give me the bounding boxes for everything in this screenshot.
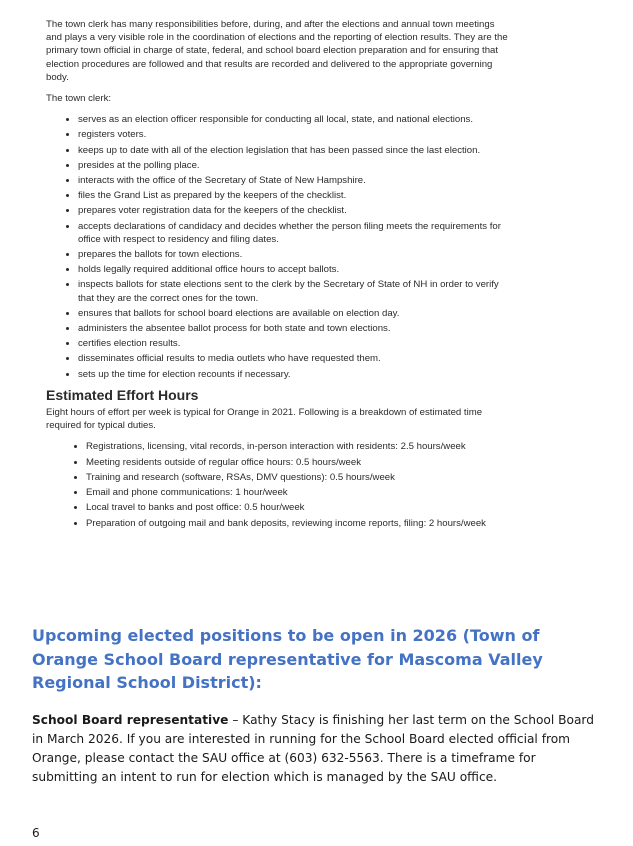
page-number: 6 <box>32 826 40 840</box>
school-board-paragraph <box>32 711 602 787</box>
list-item: • prepares voter registration data for the keepers of the checklist. <box>78 204 510 217</box>
effort-heading: Estimated Effort Hours <box>46 386 199 403</box>
school-board-body: – Kathy Stacy is finishing her last term on the School Board in March 2026. If you are interested in running for the School Board elected official from Orange, please contact the SAU office at (603) 632-5563. There is a timeframe for submitting an intent to run for election which is managed by the SAU office. <box>32 712 594 784</box>
list-item: • Meeting residents outside of regular office hours: 0.5 hours/week <box>86 456 510 469</box>
list-item: • interacts with the office of the Secretary of State of New Hampshire. <box>78 174 510 187</box>
clerk-duties-list <box>40 113 510 381</box>
list-item: • Local travel to banks and post office: 0.5 hour/week <box>86 501 510 514</box>
upcoming-positions-section <box>32 624 602 787</box>
list-item: • disseminates official results to media outlets who have requested them. <box>78 352 510 365</box>
list-item: • registers voters. <box>78 128 510 141</box>
effort-intro-paragraph: Eight hours of effort per week is typical for Orange in 2021. Following is a breakdown of estimated time required for typical duties. <box>46 407 483 432</box>
list-item: • serves as an election officer responsible for conducting all local, state, and national elections. <box>78 113 510 126</box>
list-item: • Preparation of outgoing mail and bank deposits, reviewing income reports, filing: 2 hours/week <box>86 517 510 530</box>
clerk-list-heading: The town clerk: <box>46 93 112 105</box>
effort-list <box>40 440 510 529</box>
clerk-intro-paragraph: The town clerk has many responsibilities before, during, and after the elections and annual town meetings and plays a very visible role in the coordination of elections and the reporting of election results. They are the primary town official in charge of state, federal, and school board election preparation and for ensuring that election procedures are followed and that results are recorded and delivered to the appropriate governing body. <box>46 19 508 83</box>
list-item: • sets up the time for election recounts if necessary. <box>78 368 510 381</box>
list-item: • presides at the polling place. <box>78 159 510 172</box>
upcoming-positions-heading: Upcoming elected positions to be open in 2026 (Town of Orange School Board representative for Mascoma Valley Regional School District): <box>32 626 543 692</box>
scanned-excerpt <box>40 18 510 538</box>
list-item: • certifies election results. <box>78 337 510 350</box>
school-board-label: School Board representative <box>32 712 229 727</box>
list-item: • ensures that ballots for school board elections are available on election day. <box>78 307 510 320</box>
list-item: • administers the absentee ballot process for both state and town elections. <box>78 322 510 335</box>
list-item: • keeps up to date with all of the election legislation that has been passed since the last election. <box>78 144 510 157</box>
list-item: • files the Grand List as prepared by the keepers of the checklist. <box>78 189 510 202</box>
list-item: • holds legally required additional office hours to accept ballots. <box>78 263 510 276</box>
list-item: • Email and phone communications: 1 hour/week <box>86 486 510 499</box>
list-item: • accepts declarations of candidacy and decides whether the person filing meets the requirements for office with respect to residency and filing dates. <box>78 220 510 246</box>
list-item: • inspects ballots for state elections sent to the clerk by the Secretary of State of NH in order to verify that they are the correct ones for the town. <box>78 278 510 304</box>
list-item: • Registrations, licensing, vital records, in-person interaction with residents: 2.5 hours/week <box>86 440 510 453</box>
list-item: • Training and research (software, RSAs, DMV questions): 0.5 hours/week <box>86 471 510 484</box>
list-item: • prepares the ballots for town elections. <box>78 248 510 261</box>
